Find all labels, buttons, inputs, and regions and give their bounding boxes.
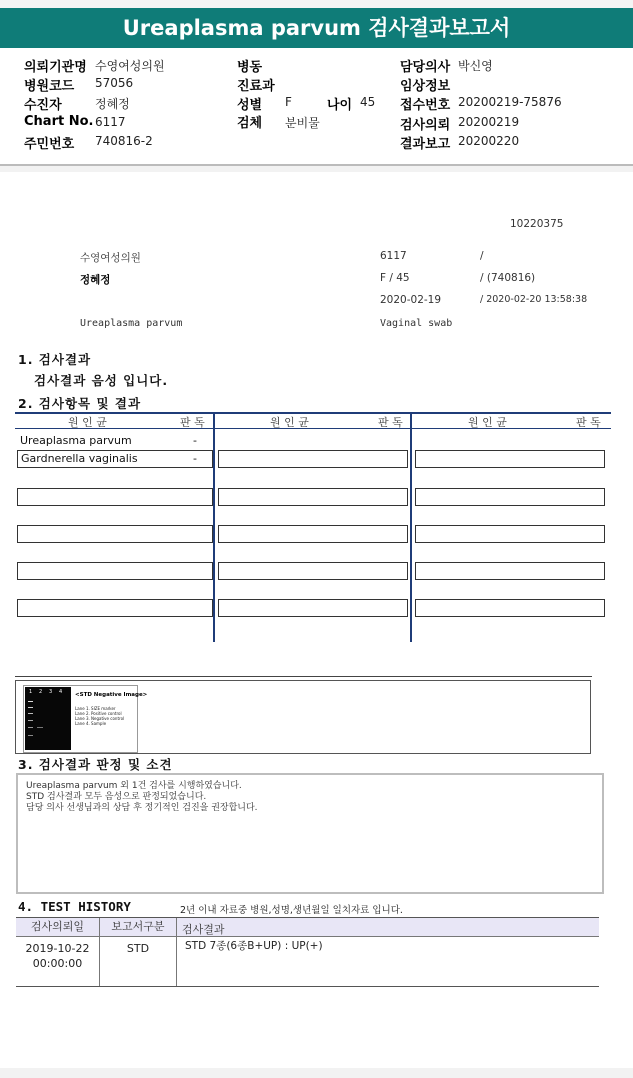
col-pathogen-2: 원 인 균: [270, 416, 309, 429]
sex-value: F: [285, 95, 292, 109]
history-col-type: 보고서구분: [111, 920, 165, 933]
findings-box: [16, 773, 604, 894]
result-cell-empty: [17, 599, 213, 617]
clinical-label: 임상정보: [400, 79, 451, 94]
section3-title: 3. 검사결과 판정 및 소견: [18, 757, 173, 772]
doctor-value: 박신영: [458, 59, 493, 73]
history-row-time: 00:00:00: [32, 957, 83, 970]
col-judgement-3: 판 독: [576, 416, 601, 429]
facility-name: 수영여성의원: [80, 252, 141, 264]
gel-legend-4: Lane 4. Sample: [75, 721, 107, 726]
facility-label: 의뢰기관명: [24, 60, 87, 75]
doctor-label: 담당의사: [400, 60, 451, 75]
receipt-label: 접수번호: [400, 98, 451, 113]
sex-age: F / 45: [380, 272, 410, 284]
top-strip: [0, 0, 633, 8]
specimen-label: 검체: [237, 116, 263, 131]
gel-lane-4: 4: [59, 689, 63, 695]
result-cell-empty: [17, 525, 213, 543]
findings-line-2: STD 검사결과 모두 음성으로 판정되었습니다.: [26, 792, 207, 802]
request-date-value: 20200219: [458, 115, 520, 129]
report-date-label: 결과보고: [400, 137, 451, 152]
bottom-strip: [0, 1068, 633, 1078]
row2-pathogen: Gardnerella vaginalis: [21, 452, 138, 465]
gel-band: [37, 727, 43, 728]
result-cell-empty: [17, 562, 213, 580]
section1-title: 1. 검사결과: [18, 352, 92, 367]
receipt-value: 20200219-75876: [458, 95, 562, 109]
section1-result: 검사결과 음성 입니다.: [34, 373, 169, 388]
reported-datetime: / 2020-02-20 13:58:38: [480, 294, 588, 305]
gel-legend-3: Lane 3. Negative control: [75, 716, 125, 721]
birth-date: / (740816): [480, 272, 536, 284]
result-cell-empty: [415, 488, 605, 506]
report-code: 10220375: [510, 218, 564, 230]
chart-slash: /: [480, 250, 484, 262]
report-date-value: 20200220: [458, 134, 520, 148]
age-value: 45: [360, 95, 376, 109]
row2-box: [17, 450, 213, 468]
history-col-date: 검사의뢰일: [30, 920, 85, 933]
chart-number: 6117: [380, 250, 407, 262]
result-cell-empty: [415, 450, 605, 468]
gel-lane-2: 2: [39, 689, 43, 695]
result-cell-empty: [17, 488, 213, 506]
result-cell-empty: [218, 599, 408, 617]
gel-band: [28, 720, 33, 721]
history-row-type: STD: [126, 942, 150, 955]
result-cell-empty: [218, 562, 408, 580]
gel-lane-1: 1: [29, 689, 33, 695]
chart-value: 6117: [95, 115, 126, 129]
history-note: 2년 이내 자료중 병원,성명,생년월일 일치자료 입니다.: [180, 905, 403, 916]
gel-photo: [25, 687, 71, 750]
patient-name: 정혜정: [80, 274, 111, 286]
facility-value: 수영여성의원: [95, 59, 165, 73]
gel-band: [28, 713, 33, 714]
gel-lane-3: 3: [49, 689, 53, 695]
result-cell-empty: [415, 525, 605, 543]
row1-pathogen: Ureaplasma parvum: [20, 434, 132, 447]
col-judgement-2: 판 독: [378, 416, 403, 429]
hospital-code-value: 57056: [95, 76, 134, 90]
id-label: 주민번호: [24, 137, 75, 152]
result-cell-empty: [218, 525, 408, 543]
request-date-label: 검사의뢰: [400, 118, 451, 133]
gel-legend-1: Lane 1. SIZE marker: [75, 706, 116, 711]
findings-line-3: 담당 의사 선생님과의 상담 후 정기적인 검진을 권장합니다.: [26, 803, 258, 813]
header-info: [0, 48, 633, 166]
ward-label: 병동: [237, 60, 263, 75]
history-row-result: STD 7종(6종B+UP) : UP(+): [185, 940, 323, 952]
history-col-result: 검사결과: [182, 923, 225, 936]
sex-label: 성별: [237, 98, 263, 113]
patient-value: 정혜정: [95, 97, 130, 111]
chart-label: Chart No.: [24, 114, 94, 129]
gel-image: [23, 685, 148, 753]
history-table: [16, 917, 599, 987]
gel-panel-rule: [15, 676, 592, 677]
gel-panel: [15, 680, 591, 754]
col-divider-2: [410, 412, 412, 642]
result-cell-empty: [218, 488, 408, 506]
col-divider-1: [213, 412, 215, 642]
section4-title: 4. TEST HISTORY: [18, 899, 131, 914]
hospital-code-label: 병원코드: [24, 79, 75, 94]
section2-title: 2. 검사항목 및 결과: [18, 396, 142, 411]
gel-legend-2: Lane 2. Positive control: [75, 711, 122, 716]
test-name: Ureaplasma parvum: [80, 318, 183, 329]
history-row-date: 2019-10-22: [25, 942, 90, 955]
col-pathogen-1: 원 인 균: [68, 416, 107, 429]
report-title: Ureaplasma parvum 검사결과보고서: [0, 8, 633, 48]
gel-band: [28, 735, 33, 736]
patient-label: 수진자: [24, 98, 62, 113]
gel-band: [28, 727, 33, 728]
department-label: 진료과: [237, 79, 275, 94]
result-cell-empty: [218, 450, 408, 468]
received-date: 2020-02-19: [380, 294, 442, 306]
col-judgement-1: 판 독: [180, 416, 205, 429]
history-divider: [176, 918, 177, 986]
id-value: 740816-2: [95, 134, 153, 148]
header-separator: [0, 166, 633, 172]
col-pathogen-3: 원 인 균: [468, 416, 507, 429]
row2-result: -: [193, 452, 197, 465]
gel-band: [28, 701, 33, 702]
gel-band: [28, 707, 33, 708]
row1-result: -: [193, 434, 197, 447]
specimen-value: 분비물: [285, 116, 320, 130]
specimen-type: Vaginal swab: [380, 318, 453, 329]
age-label: 나이: [327, 98, 353, 113]
gel-title: <STD Negative Image>: [75, 692, 148, 698]
result-cell-empty: [415, 562, 605, 580]
result-cell-empty: [415, 599, 605, 617]
findings-line-1: Ureaplasma parvum 외 1건 검사를 시행하였습니다.: [26, 781, 242, 791]
